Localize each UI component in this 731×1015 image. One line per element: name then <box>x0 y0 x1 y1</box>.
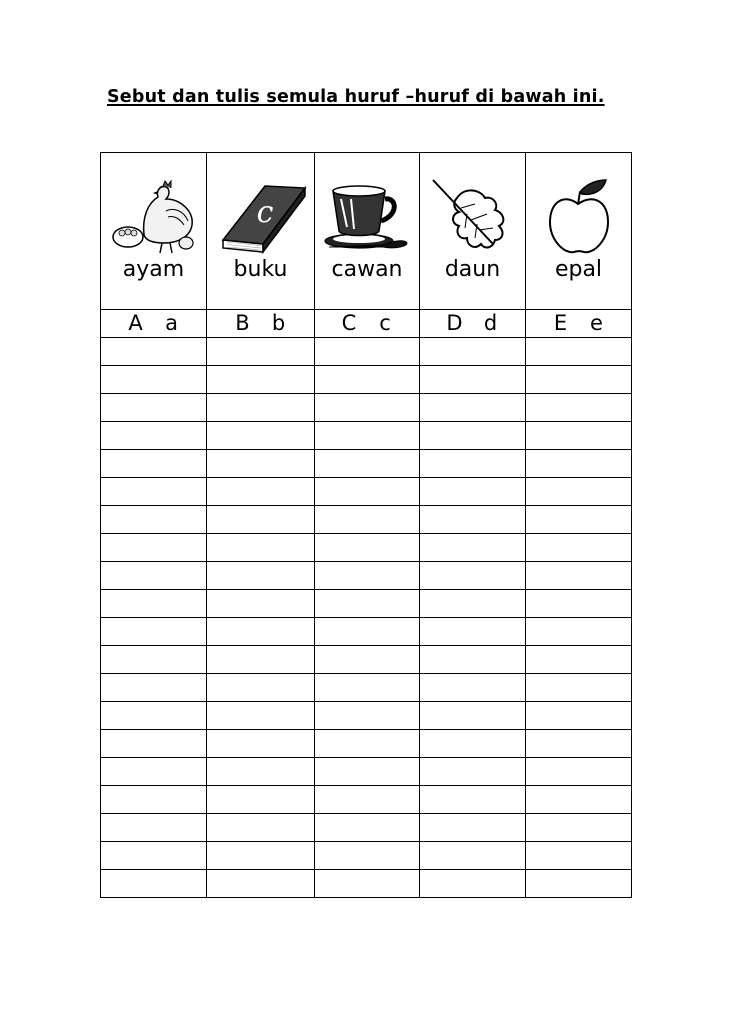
writing-cell[interactable] <box>207 870 315 898</box>
writing-cell[interactable] <box>315 338 420 366</box>
letter-writing-table <box>100 152 632 898</box>
writing-cell[interactable] <box>101 730 207 758</box>
writing-cell[interactable] <box>420 702 526 730</box>
writing-cell[interactable] <box>207 842 315 870</box>
svg-text:c: c <box>256 195 273 230</box>
word-daun: daun <box>444 257 501 282</box>
word-epal: epal <box>554 257 603 282</box>
writing-cell[interactable] <box>207 394 315 422</box>
writing-cell[interactable] <box>315 758 420 786</box>
writing-cell[interactable] <box>526 702 632 730</box>
writing-cell[interactable] <box>101 618 207 646</box>
writing-cell[interactable] <box>526 534 632 562</box>
writing-cell[interactable] <box>526 814 632 842</box>
letter-row <box>101 310 632 338</box>
writing-cell[interactable] <box>526 422 632 450</box>
writing-row <box>101 702 632 730</box>
book-icon <box>215 178 307 258</box>
writing-cell[interactable] <box>207 338 315 366</box>
writing-row <box>101 870 632 898</box>
writing-cell[interactable] <box>207 674 315 702</box>
writing-row <box>101 422 632 450</box>
writing-cell[interactable] <box>315 394 420 422</box>
writing-cell[interactable] <box>315 478 420 506</box>
writing-cell[interactable] <box>526 394 632 422</box>
writing-cell[interactable] <box>420 730 526 758</box>
writing-cell[interactable] <box>101 366 207 394</box>
letter-pair-c: C c <box>315 310 420 338</box>
writing-cell[interactable] <box>526 450 632 478</box>
writing-cell[interactable] <box>101 562 207 590</box>
writing-row <box>101 646 632 674</box>
writing-cell[interactable] <box>315 366 420 394</box>
writing-cell[interactable] <box>526 366 632 394</box>
writing-cell[interactable] <box>420 450 526 478</box>
picture-cell-daun <box>420 153 526 310</box>
writing-cell[interactable] <box>207 702 315 730</box>
picture-cell-buku <box>207 153 315 310</box>
writing-row <box>101 786 632 814</box>
writing-cell[interactable] <box>526 618 632 646</box>
writing-cell[interactable] <box>101 590 207 618</box>
writing-cell[interactable] <box>315 646 420 674</box>
writing-cell[interactable] <box>207 758 315 786</box>
writing-cell[interactable] <box>420 590 526 618</box>
letter-pair-b: B b <box>207 310 315 338</box>
writing-cell[interactable] <box>420 674 526 702</box>
writing-cell[interactable] <box>315 814 420 842</box>
writing-cell[interactable] <box>315 562 420 590</box>
writing-cell[interactable] <box>526 338 632 366</box>
writing-cell[interactable] <box>101 506 207 534</box>
word-buku: buku <box>233 257 288 282</box>
writing-cell[interactable] <box>526 730 632 758</box>
writing-cell[interactable] <box>207 366 315 394</box>
picture-cell-ayam <box>101 153 207 310</box>
writing-cell[interactable] <box>207 534 315 562</box>
writing-cell[interactable] <box>526 842 632 870</box>
writing-cell[interactable] <box>420 842 526 870</box>
writing-cell[interactable] <box>526 786 632 814</box>
letter-pair-e: E e <box>526 310 632 338</box>
writing-cell[interactable] <box>101 842 207 870</box>
leaf-icon <box>431 178 515 258</box>
writing-cell[interactable] <box>526 674 632 702</box>
writing-cell[interactable] <box>101 674 207 702</box>
writing-cell[interactable] <box>420 394 526 422</box>
writing-cell[interactable] <box>207 786 315 814</box>
writing-cell[interactable] <box>526 506 632 534</box>
writing-cell[interactable] <box>420 814 526 842</box>
writing-cell[interactable] <box>315 450 420 478</box>
writing-cell[interactable] <box>526 646 632 674</box>
writing-row <box>101 534 632 562</box>
writing-cell[interactable] <box>315 534 420 562</box>
writing-cell[interactable] <box>420 338 526 366</box>
writing-cell[interactable] <box>526 562 632 590</box>
writing-cell[interactable] <box>420 618 526 646</box>
writing-cell[interactable] <box>315 870 420 898</box>
picture-cell-cawan <box>315 153 420 310</box>
word-ayam: ayam <box>122 257 185 282</box>
picture-cell-epal <box>526 153 632 310</box>
writing-cell[interactable] <box>101 450 207 478</box>
writing-row <box>101 758 632 786</box>
writing-cell[interactable] <box>101 702 207 730</box>
writing-cell[interactable] <box>207 450 315 478</box>
writing-row <box>101 730 632 758</box>
writing-cell[interactable] <box>420 422 526 450</box>
writing-cell[interactable] <box>101 478 207 506</box>
writing-cell[interactable] <box>420 534 526 562</box>
writing-cell[interactable] <box>315 618 420 646</box>
writing-cell[interactable] <box>420 366 526 394</box>
writing-row <box>101 814 632 842</box>
writing-cell[interactable] <box>420 870 526 898</box>
worksheet-instruction: Sebut dan tulis semula huruf –huruf di bawah ini. <box>107 87 605 107</box>
writing-cell[interactable] <box>207 590 315 618</box>
writing-cell[interactable] <box>315 506 420 534</box>
writing-cell[interactable] <box>101 758 207 786</box>
writing-cell[interactable] <box>526 590 632 618</box>
writing-cell[interactable] <box>207 646 315 674</box>
writing-row <box>101 338 632 366</box>
writing-cell[interactable] <box>315 730 420 758</box>
writing-cell[interactable] <box>315 702 420 730</box>
writing-row <box>101 394 632 422</box>
writing-cell[interactable] <box>101 338 207 366</box>
writing-cell[interactable] <box>420 786 526 814</box>
writing-row <box>101 506 632 534</box>
writing-cell[interactable] <box>101 394 207 422</box>
writing-cell[interactable] <box>420 646 526 674</box>
writing-cell[interactable] <box>315 786 420 814</box>
writing-cell[interactable] <box>315 590 420 618</box>
writing-cell[interactable] <box>207 814 315 842</box>
writing-cell[interactable] <box>315 422 420 450</box>
writing-cell[interactable] <box>207 618 315 646</box>
writing-cell[interactable] <box>101 870 207 898</box>
writing-cell[interactable] <box>207 422 315 450</box>
hen-with-eggs-icon <box>108 177 200 259</box>
writing-cell[interactable] <box>101 786 207 814</box>
writing-cell[interactable] <box>207 562 315 590</box>
writing-cell[interactable] <box>207 478 315 506</box>
writing-row <box>101 590 632 618</box>
writing-cell[interactable] <box>101 534 207 562</box>
writing-row <box>101 366 632 394</box>
writing-row <box>101 450 632 478</box>
word-cawan: cawan <box>331 257 403 282</box>
writing-cell[interactable] <box>315 842 420 870</box>
writing-cell[interactable] <box>420 562 526 590</box>
writing-cell[interactable] <box>420 506 526 534</box>
writing-cell[interactable] <box>420 478 526 506</box>
writing-cell[interactable] <box>101 422 207 450</box>
writing-row <box>101 618 632 646</box>
writing-row <box>101 842 632 870</box>
writing-cell[interactable] <box>101 646 207 674</box>
writing-cell[interactable] <box>315 674 420 702</box>
writing-cell[interactable] <box>526 870 632 898</box>
picture-row <box>101 153 632 310</box>
writing-cell[interactable] <box>420 758 526 786</box>
writing-row <box>101 562 632 590</box>
writing-cell[interactable] <box>101 814 207 842</box>
letter-pair-a: A a <box>101 310 207 338</box>
writing-cell[interactable] <box>526 478 632 506</box>
writing-row <box>101 674 632 702</box>
writing-cell[interactable] <box>207 730 315 758</box>
writing-row <box>101 478 632 506</box>
writing-cell[interactable] <box>526 758 632 786</box>
writing-cell[interactable] <box>207 506 315 534</box>
apple-icon <box>544 178 614 258</box>
letter-pair-d: D d <box>420 310 526 338</box>
cup-and-saucer-icon <box>321 179 413 257</box>
